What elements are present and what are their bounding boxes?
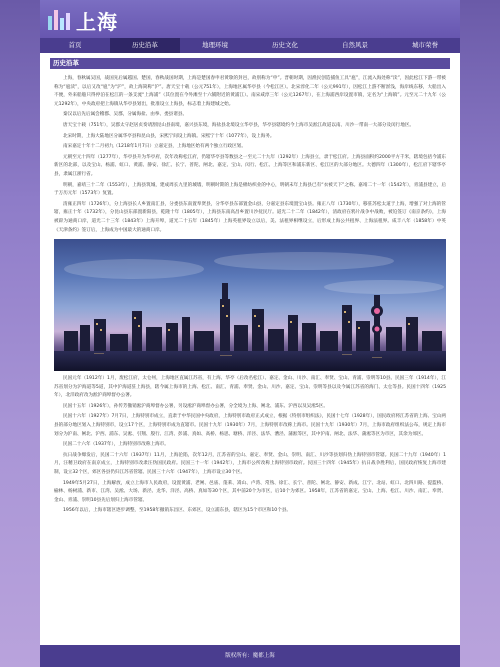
skyline-logo-icon [46,6,74,32]
main-content [40,53,460,516]
article-paragraph: 民国十六年（1927年）7月7日，上海特别市成立，直隶于中华民国中央政府，上海特别市政府正式成立，根据《特别市组织法》，民国十七年（1928年），国民政府将江苏省的上海、宝山两县的部分地区划入上海特别市，设立17个区，上海特别市成为直辖市。民国十九年（1930年）7月，上海特别市改称上海市。民国十九年（1930年）7月，上海市政府组织法公布，规定上海市划分为沪南、闸北、沪西、浦东、吴淞、引翔、殷行、江湾、彭浦、真如、高桥、杨思、塘桥、洋泾、法华、漕泾、蒲淞等区，其中沪南、闸北、法华、蒲淞等区为市区，其余为郊区。 [54,414,446,437]
article-paragraph: 1949年5月27日，上海解放，成立上海市人民政府，设置黄浦、老闸、邑庙、蓬莱、嵩山、卢湾、常熟、徐汇、长宁、普陀、闸北、静安、新成、江宁、北站、虹口、北四川路、提篮桥、榆林、杨树浦、新市、江湾、吴淞、大场、新泾、龙华、洋泾、高桥、真如等30个区，其中前20个为市区，后10个为郊区。1958年，江苏省的嘉定、宝山、上海、松江、川沙、南汇、奉贤、金山、青浦、崇明10县先后划归上海市管辖。 [54,480,446,503]
article-paragraph: 秦汉以后先后属会稽郡、吴郡，分属海盐、由拳、娄县诸县。 [63,112,188,118]
article-body [50,69,450,516]
article-paragraph: 1956年以后，上海市辖区逐步调整，至1958年撤销东昌区、东郊区，设立浦东县，辖区为15个市区和10个县。 [63,508,292,514]
skyline-illustration-icon [54,239,446,371]
article-paragraph: 民国二十六年（1937年），上海特别市改称上海市。 [63,442,169,448]
main-nav [40,38,460,53]
article-paragraph: 民国元年（1912年）1月，废松江府，太仓州，上海地区直属江苏省，有上海、华亭（后改名松江）、嘉定、金山、川沙、南汇、奉贤、宝山、青浦、崇明等10县。民国三年（1914年），江苏省划分为沪海道等5道，其中沪海道驻上海县，辖今属上海市的上海、松江、南汇、青浦、奉贤、金山、川沙、嘉定、宝山、崇明等县以及今属江苏省的海门、太仓等县。民国十四年（1925年），北洋政府改为淞沪商埠督办公署。 [54,376,446,399]
page-container [40,0,460,667]
article-paragraph: 南宋嘉定十年十二月初九（1218年1月7日）立嘉定县，上海地区始有两个独立行政区划。 [63,144,246,150]
article-paragraph: 明朝，嘉靖三十二年（1553年），上海县筑城，建成周长九里的城墙，明朝时期的上海是棉纺织业的中心，明朝末年上海县已有“衣被天下”之称。嘉靖二十一年（1542年），青浦县建立，后于万历元年（1573年）复置。 [54,182,446,197]
nav-history[interactable]: 历史沿革 [110,38,180,53]
city-skyline-photo [54,239,446,371]
nav-geography[interactable]: 地理环境 [202,41,228,49]
nav-home[interactable]: 首页 [68,41,82,49]
article-paragraph: 民国十五年（1926年），孙传芳撤销淞沪商埠督办公署，另设淞沪商埠督办公署，分全境为上海、闸北、浦东、沪西以及吴淞5区。 [63,403,328,409]
nav-honors[interactable]: 城市荣誉 [412,41,438,49]
page-footer: 版权所有：魔都上海 [40,645,460,667]
section-title: 历史沿革 [50,58,450,69]
header-banner [40,0,460,38]
article-paragraph: 元朝至元十四年（1277年），华亭县升为华亭府，次年改称松江府，仍辖华亭县等数县之一至元二十九年（1292年）上海县立，隶于松江府。上海县面积约2000平方千米，辖境包括今浦东新区的北部，以及宝山、杨浦、虹口、黄浦、静安、徐汇、长宁、普陀、闸北、嘉定、宝山、闵行、松江、上海等区和浦东新区、松江区的大部分地区。大德四年（1300年），松江府下辖华亭县，隶属江浙行省。 [54,154,446,177]
nav-scenery[interactable]: 自然风景 [342,41,368,49]
site-logo-text: 上海 [76,10,118,34]
article-paragraph: 抗日战争爆发后，民国二十六年（1937年）11月，上海沦陷，次年12月，江苏省的宝山、嘉定、奉贤、金山、崇明、南汇、川沙等县划归伪上海特别市管辖。民国二十九年（1940年）1月，汪精卫政府在南京成立，上海特别市改隶汪伪国民政府。民国三十一年（1942年），上海市公所改称上海特别市政府。民国三十四年（1945年）抗日战争胜利后，国民政府恢复上海市建制，设立32个区，郊区各县仍归江苏省管辖。民国三十六年（1947年），上海市设立30个区。 [54,452,446,476]
article-paragraph: 唐天宝十载（751年），吴郡太守赵居贞奏请割昆山县南境，嘉兴县东境，海盐县北境设立华亭县，华亭县辖境约今上海市吴淞江故道以南、川沙一带南一大部分及闵行地区。 [63,122,415,128]
nav-culture[interactable]: 历史文化 [272,41,298,49]
article-paragraph: 北宋时期，上海大陆地区分属华亭县和昆山县，宋熙宁间设上海镇。宋熙宁十年（1077年），设上海务。 [63,133,275,139]
article-paragraph: 上海，春秋属吴国，战国先后属越国、楚国，春秋战国时期，上海是楚国春申君黄歇的封邑，故别称为“申”。晋朝时期，因渔民创造捕鱼工具“扈”，江流入海处称“渎”，因此松江下游一带被称为“扈渎”，以后又改“扈”为“沪”，故上海简称“沪”。唐天宝十载（公元751年），上海地区属华亭县（今松江区）。北宋淳化二年（公元991年），因松江上游不断淤浅，海岸线东移，大船出入不便，外来船舶只得停泊在松江的一条支流“上海浦”（其位置在今外滩至十六铺附近的黄浦江）。南宋咸淳三年（公元1267年），在上海浦西岸设置市镇，定名为“上海镇”。元至元二十九年（公元1292年），中央政府把上海镇从华亭县划出，批准设立上海县，标志着上海建城之始。 [54,76,446,107]
article-paragraph: 清雍正四年（1726年），分上海县长人乡置南汇县，分娄县东南置奉贤县，分华亭县东部置金山县，分嘉定县东境置宝山县。雍正八年（1730年），移驻苏松太道于上海，增强了对上海的管辖，雍正十年（1732年），分昆山县东部置新阳县，乾隆十年（1805年），上海县东南高昌乡置川沙抚民厅。道光二十二年（1842年），清政府在鸦片战争中战败，被迫签订《南京条约》，上海被辟为通商口岸，道光二十三年（1843年）上海开埠，道光二十五年（1845年）上海英租界设立以后，美、法租界相继设立，后形成上海公共租界、上海法租界。咸丰八年（1858年）中英《天津条约》签订后，上海成为中国最大的通商口岸。 [54,201,446,233]
